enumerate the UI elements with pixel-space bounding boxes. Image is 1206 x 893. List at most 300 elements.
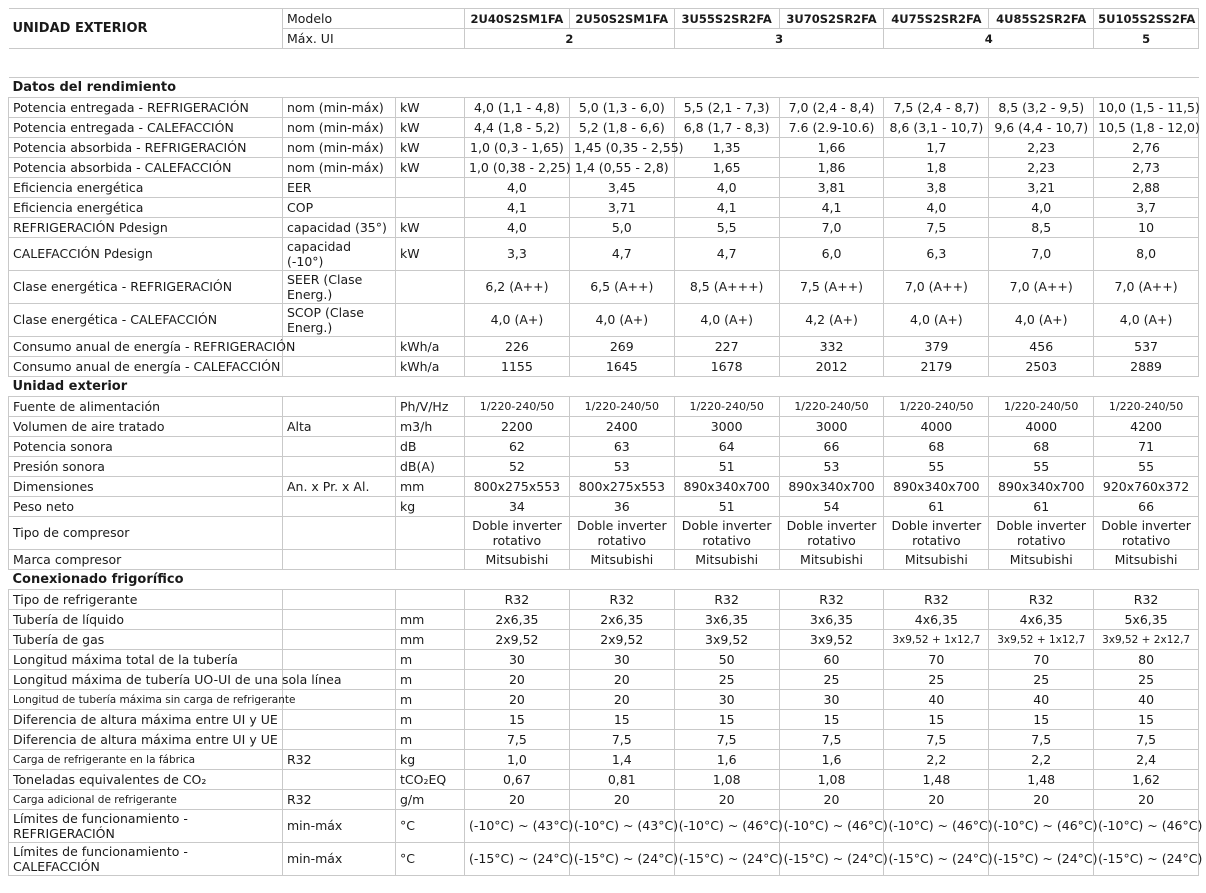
value-cell: 4,1 [674, 198, 779, 218]
value-cell: R32 [884, 590, 989, 610]
row-unit [396, 517, 465, 550]
row-unit: m [396, 690, 465, 710]
value-cell: 15 [1094, 710, 1199, 730]
row-unit: dB(A) [396, 457, 465, 477]
value-cell: Doble inverter rotativo [674, 517, 779, 550]
table-row [9, 304, 1199, 337]
row-condition: COP [283, 198, 396, 218]
value-cell: (-15°C) ~ (24°C) [1094, 843, 1199, 876]
value-cell: 3x9,52 + 1x12,7 [989, 630, 1094, 650]
value-cell: 5,0 (1,3 - 6,0) [569, 98, 674, 118]
table-row [9, 118, 1199, 138]
table-row [9, 178, 1199, 198]
value-cell: 4,0 (A+) [465, 304, 570, 337]
row-unit: kg [396, 750, 465, 770]
table-row [9, 750, 1199, 770]
value-cell: 3x6,35 [779, 610, 884, 630]
value-cell: 1/220-240/50 [1094, 397, 1199, 417]
value-cell: 54 [779, 497, 884, 517]
value-cell: (-10°C) ~ (43°C) [569, 810, 674, 843]
row-label: Longitud máxima total de la tubería [9, 650, 283, 670]
row-label: Eficiencia energética [9, 178, 283, 198]
value-cell: 1,0 (0,38 - 2,25) [465, 158, 570, 178]
value-cell: 53 [779, 457, 884, 477]
row-label: Dimensiones [9, 477, 283, 497]
value-cell: Mitsubishi [1094, 550, 1199, 570]
value-cell: 4200 [1094, 417, 1199, 437]
value-cell: 30 [465, 650, 570, 670]
value-cell: 64 [674, 437, 779, 457]
row-unit: °C [396, 843, 465, 876]
value-cell: 537 [1094, 337, 1199, 357]
value-cell: 4,7 [569, 238, 674, 271]
row-label: Tubería de líquido [9, 610, 283, 630]
row-condition [283, 690, 396, 710]
row-condition: capacidad (35°) [283, 218, 396, 238]
value-cell: 1/220-240/50 [779, 397, 884, 417]
value-cell: 7,0 (A++) [884, 271, 989, 304]
value-cell: 62 [465, 437, 570, 457]
row-condition [283, 650, 396, 670]
value-cell: 2x9,52 [569, 630, 674, 650]
value-cell: 1/220-240/50 [569, 397, 674, 417]
value-cell: 4,0 (A+) [674, 304, 779, 337]
row-unit: kg [396, 497, 465, 517]
table-row [9, 843, 1199, 876]
value-cell: 61 [884, 497, 989, 517]
value-cell: 3x9,52 + 1x12,7 [884, 630, 989, 650]
row-unit: kW [396, 218, 465, 238]
value-cell: 51 [674, 457, 779, 477]
row-condition: nom (min-máx) [283, 118, 396, 138]
value-cell: 25 [674, 670, 779, 690]
row-unit: m [396, 730, 465, 750]
row-label: Diferencia de altura máxima entre UI y UE [9, 730, 283, 750]
table-row [9, 610, 1199, 630]
value-cell: 2,73 [1094, 158, 1199, 178]
value-cell: 10,5 (1,8 - 12,0) [1094, 118, 1199, 138]
value-cell: 2503 [989, 357, 1094, 377]
value-cell: 800x275x553 [465, 477, 570, 497]
value-cell: Doble inverter rotativo [1094, 517, 1199, 550]
value-cell: 2,2 [989, 750, 1094, 770]
row-label: Longitud máxima de tubería UO-UI de una sola línea [9, 670, 283, 690]
section-title: Unidad exterior [9, 377, 1199, 397]
value-cell: 7,5 (2,4 - 8,7) [884, 98, 989, 118]
table-row [9, 650, 1199, 670]
value-cell: 1,8 [884, 158, 989, 178]
value-cell: 2x6,35 [569, 610, 674, 630]
row-label: Potencia sonora [9, 437, 283, 457]
value-cell: 4x6,35 [884, 610, 989, 630]
row-unit: m3/h [396, 417, 465, 437]
table-row [9, 590, 1199, 610]
value-cell: 15 [884, 710, 989, 730]
value-cell: 8,5 (A+++) [674, 271, 779, 304]
value-cell: 7,5 [1094, 730, 1199, 750]
value-cell: 70 [884, 650, 989, 670]
value-cell: 1,7 [884, 138, 989, 158]
row-unit: m [396, 710, 465, 730]
value-cell: 10,0 (1,5 - 11,5) [1094, 98, 1199, 118]
value-cell: 6,3 [884, 238, 989, 271]
value-cell: 1,0 [465, 750, 570, 770]
value-cell: 4,0 [465, 218, 570, 238]
max-ui-value: 2 [465, 29, 675, 49]
value-cell: 4,0 [465, 178, 570, 198]
value-cell: 7,5 [465, 730, 570, 750]
value-cell: R32 [1094, 590, 1199, 610]
row-unit [396, 590, 465, 610]
section-header [9, 78, 1199, 98]
value-cell: Doble inverter rotativo [465, 517, 570, 550]
value-cell: 920x760x372 [1094, 477, 1199, 497]
value-cell: 1,48 [989, 770, 1094, 790]
value-cell: 3,45 [569, 178, 674, 198]
row-unit: mm [396, 610, 465, 630]
value-cell: 3000 [674, 417, 779, 437]
value-cell: Doble inverter rotativo [779, 517, 884, 550]
row-condition: SCOP (Clase Energ.) [283, 304, 396, 337]
value-cell: (-15°C) ~ (24°C) [884, 843, 989, 876]
value-cell: 4,7 [674, 238, 779, 271]
model-name: 3U70S2SR2FA [779, 9, 884, 29]
value-cell: 20 [1094, 790, 1199, 810]
value-cell: 1,48 [884, 770, 989, 790]
value-cell: 55 [884, 457, 989, 477]
table-row [9, 497, 1199, 517]
row-condition: SEER (Clase Energ.) [283, 271, 396, 304]
value-cell: R32 [674, 590, 779, 610]
table-row [9, 357, 1199, 377]
value-cell: R32 [569, 590, 674, 610]
value-cell: (-10°C) ~ (46°C) [674, 810, 779, 843]
value-cell: Mitsubishi [989, 550, 1094, 570]
value-cell: 332 [779, 337, 884, 357]
value-cell: 4,0 [989, 198, 1094, 218]
value-cell: 9,6 (4,4 - 10,7) [989, 118, 1094, 138]
row-condition [283, 457, 396, 477]
value-cell: 4,1 [465, 198, 570, 218]
value-cell: 25 [989, 670, 1094, 690]
table-row [9, 457, 1199, 477]
value-cell: 40 [989, 690, 1094, 710]
row-unit: tCO₂EQ [396, 770, 465, 790]
value-cell: 8,5 [989, 218, 1094, 238]
value-cell: 4000 [989, 417, 1094, 437]
row-label: Diferencia de altura máxima entre UI y UE [9, 710, 283, 730]
model-name: 4U85S2SR2FA [989, 9, 1094, 29]
value-cell: 1,0 (0,3 - 1,65) [465, 138, 570, 158]
row-label: Tipo de refrigerante [9, 590, 283, 610]
row-label: Presión sonora [9, 457, 283, 477]
value-cell: 68 [884, 437, 989, 457]
value-cell: Mitsubishi [884, 550, 989, 570]
value-cell: 15 [779, 710, 884, 730]
row-unit: g/m [396, 790, 465, 810]
value-cell: 20 [569, 790, 674, 810]
value-cell: 2,2 [884, 750, 989, 770]
value-cell: R32 [465, 590, 570, 610]
row-unit: kW [396, 98, 465, 118]
value-cell: 71 [1094, 437, 1199, 457]
value-cell: 3x9,52 [674, 630, 779, 650]
value-cell: 4,0 [884, 198, 989, 218]
value-cell: 7,5 [674, 730, 779, 750]
table-row [9, 790, 1199, 810]
row-label: Potencia entregada - CALEFACCIÓN [9, 118, 283, 138]
value-cell: 34 [465, 497, 570, 517]
table-row [9, 630, 1199, 650]
row-unit: mm [396, 477, 465, 497]
value-cell: 0,81 [569, 770, 674, 790]
row-label: Clase energética - CALEFACCIÓN [9, 304, 283, 337]
value-cell: Doble inverter rotativo [989, 517, 1094, 550]
value-cell: 1,35 [674, 138, 779, 158]
value-cell: 1,65 [674, 158, 779, 178]
row-unit: dB [396, 437, 465, 457]
value-cell: (-10°C) ~ (43°C) [465, 810, 570, 843]
value-cell: 7,0 (2,4 - 8,4) [779, 98, 884, 118]
value-cell: 7,5 [569, 730, 674, 750]
value-cell: 15 [569, 710, 674, 730]
value-cell: 20 [569, 670, 674, 690]
table-row [9, 770, 1199, 790]
value-cell: 1678 [674, 357, 779, 377]
value-cell: 2,23 [989, 138, 1094, 158]
value-cell: 4,2 (A+) [779, 304, 884, 337]
row-unit: m [396, 650, 465, 670]
row-label: CALEFACCIÓN Pdesign [9, 238, 283, 271]
row-condition [283, 517, 396, 550]
row-label: Tipo de compresor [9, 517, 283, 550]
value-cell: 3x9,52 + 2x12,7 [1094, 630, 1199, 650]
table-row [9, 158, 1199, 178]
value-cell: 20 [465, 670, 570, 690]
table-row [9, 437, 1199, 457]
row-label: Longitud de tubería máxima sin carga de refrigerante [9, 690, 283, 710]
row-condition [283, 630, 396, 650]
max-ui-value: 5 [1094, 29, 1199, 49]
value-cell: 2400 [569, 417, 674, 437]
table-row [9, 238, 1199, 271]
value-cell: 40 [1094, 690, 1199, 710]
value-cell: 4,1 [779, 198, 884, 218]
row-unit: °C [396, 810, 465, 843]
section-title: Conexionado frigorífico [9, 570, 1199, 590]
value-cell: 3000 [779, 417, 884, 437]
value-cell: 890x340x700 [674, 477, 779, 497]
row-condition: min-máx [283, 810, 396, 843]
table-row [9, 98, 1199, 118]
modelo-label: Modelo [283, 9, 465, 29]
value-cell: 2012 [779, 357, 884, 377]
row-unit: kW [396, 138, 465, 158]
table-row [9, 138, 1199, 158]
row-condition: R32 [283, 790, 396, 810]
value-cell: 2x9,52 [465, 630, 570, 650]
table-row [9, 397, 1199, 417]
row-condition: nom (min-máx) [283, 158, 396, 178]
row-label: Peso neto [9, 497, 283, 517]
section-title: Datos del rendimiento [9, 78, 1199, 98]
value-cell: 5,0 [569, 218, 674, 238]
value-cell: 3x9,52 [779, 630, 884, 650]
table-row [9, 417, 1199, 437]
spec-table [8, 8, 1203, 876]
value-cell: 4,0 (A+) [884, 304, 989, 337]
value-cell: 20 [989, 790, 1094, 810]
value-cell: Doble inverter rotativo [569, 517, 674, 550]
row-label: REFRIGERACIÓN Pdesign [9, 218, 283, 238]
model-name: 5U105S2SS2FA [1094, 9, 1199, 29]
value-cell: 52 [465, 457, 570, 477]
model-name: 2U40S2SM1FA [465, 9, 570, 29]
row-label: Tubería de gas [9, 630, 283, 650]
value-cell: 10 [1094, 218, 1199, 238]
value-cell: 68 [989, 437, 1094, 457]
value-cell: (-15°C) ~ (24°C) [465, 843, 570, 876]
value-cell: 1/220-240/50 [884, 397, 989, 417]
row-condition: nom (min-máx) [283, 138, 396, 158]
table-row [9, 271, 1199, 304]
value-cell: 5,5 (2,1 - 7,3) [674, 98, 779, 118]
value-cell: 61 [989, 497, 1094, 517]
value-cell: 70 [989, 650, 1094, 670]
value-cell: 63 [569, 437, 674, 457]
value-cell: (-10°C) ~ (46°C) [989, 810, 1094, 843]
table-row [9, 337, 1199, 357]
row-unit [396, 178, 465, 198]
row-condition: min-máx [283, 843, 396, 876]
value-cell: 40 [884, 690, 989, 710]
value-cell: 6,5 (A++) [569, 271, 674, 304]
value-cell: 15 [465, 710, 570, 730]
value-cell: 1/220-240/50 [674, 397, 779, 417]
value-cell: 4,0 [674, 178, 779, 198]
row-condition: EER [283, 178, 396, 198]
value-cell: 20 [884, 790, 989, 810]
row-label: Fuente de alimentación [9, 397, 283, 417]
row-unit [396, 271, 465, 304]
max-ui-value: 3 [674, 29, 884, 49]
value-cell: 20 [569, 690, 674, 710]
value-cell: 80 [1094, 650, 1199, 670]
value-cell: 20 [779, 790, 884, 810]
table-row [9, 710, 1199, 730]
value-cell: (-15°C) ~ (24°C) [674, 843, 779, 876]
value-cell: 1,08 [779, 770, 884, 790]
value-cell: 2,4 [1094, 750, 1199, 770]
value-cell: 50 [674, 650, 779, 670]
value-cell: 1,86 [779, 158, 884, 178]
value-cell: 2,88 [1094, 178, 1199, 198]
row-unit: kW [396, 158, 465, 178]
row-condition [283, 437, 396, 457]
value-cell: 7,0 [989, 238, 1094, 271]
value-cell: 2179 [884, 357, 989, 377]
value-cell: 55 [1094, 457, 1199, 477]
row-label: Consumo anual de energía - REFRIGERACIÓN [9, 337, 283, 357]
value-cell: 25 [884, 670, 989, 690]
table-title: UNIDAD EXTERIOR [9, 9, 283, 49]
value-cell: 36 [569, 497, 674, 517]
max-ui-label: Máx. UI [283, 29, 465, 49]
table-row [9, 218, 1199, 238]
table-row [9, 517, 1199, 550]
value-cell: 1,08 [674, 770, 779, 790]
value-cell: 55 [989, 457, 1094, 477]
value-cell: 7,5 (A++) [779, 271, 884, 304]
row-unit [396, 304, 465, 337]
value-cell: 269 [569, 337, 674, 357]
value-cell: 3x6,35 [674, 610, 779, 630]
row-condition [283, 397, 396, 417]
value-cell: 1,6 [779, 750, 884, 770]
value-cell: 7,0 [779, 218, 884, 238]
table-row [9, 690, 1199, 710]
value-cell: 20 [465, 690, 570, 710]
value-cell: 51 [674, 497, 779, 517]
table-row [9, 670, 1199, 690]
row-condition: An. x Pr. x Al. [283, 477, 396, 497]
value-cell: 4,0 (1,1 - 4,8) [465, 98, 570, 118]
row-label: Clase energética - REFRIGERACIÓN [9, 271, 283, 304]
value-cell: 1,62 [1094, 770, 1199, 790]
value-cell: 227 [674, 337, 779, 357]
row-condition: R32 [283, 750, 396, 770]
row-unit: kWh/a [396, 337, 465, 357]
value-cell: 3,3 [465, 238, 570, 271]
row-unit [396, 550, 465, 570]
value-cell: R32 [779, 590, 884, 610]
value-cell: Mitsubishi [465, 550, 570, 570]
value-cell: 4,0 (A+) [1094, 304, 1199, 337]
row-label: Límites de funcionamiento - CALEFACCIÓN [9, 843, 283, 876]
value-cell: 7,5 [989, 730, 1094, 750]
section-header [9, 570, 1199, 590]
max-ui-value: 4 [884, 29, 1094, 49]
table-row [9, 730, 1199, 750]
value-cell: 1,4 [569, 750, 674, 770]
row-unit: kW [396, 118, 465, 138]
value-cell: 8,6 (3,1 - 10,7) [884, 118, 989, 138]
row-condition [283, 590, 396, 610]
value-cell: 15 [674, 710, 779, 730]
row-unit: kWh/a [396, 357, 465, 377]
row-condition [283, 710, 396, 730]
value-cell: 30 [674, 690, 779, 710]
value-cell: 1155 [465, 357, 570, 377]
value-cell: 7,5 [884, 730, 989, 750]
value-cell: 2889 [1094, 357, 1199, 377]
value-cell: 1/220-240/50 [989, 397, 1094, 417]
row-condition [283, 497, 396, 517]
value-cell: Mitsubishi [779, 550, 884, 570]
value-cell: 1,66 [779, 138, 884, 158]
value-cell: 4000 [884, 417, 989, 437]
value-cell: 20 [465, 790, 570, 810]
row-condition [283, 550, 396, 570]
value-cell: Doble inverter rotativo [884, 517, 989, 550]
value-cell: 7,5 [884, 218, 989, 238]
value-cell: 0,67 [465, 770, 570, 790]
value-cell: 8,5 (3,2 - 9,5) [989, 98, 1094, 118]
row-label: Carga de refrigerante en la fábrica [9, 750, 283, 770]
row-condition: Alta [283, 417, 396, 437]
value-cell: 890x340x700 [989, 477, 1094, 497]
table-row [9, 550, 1199, 570]
